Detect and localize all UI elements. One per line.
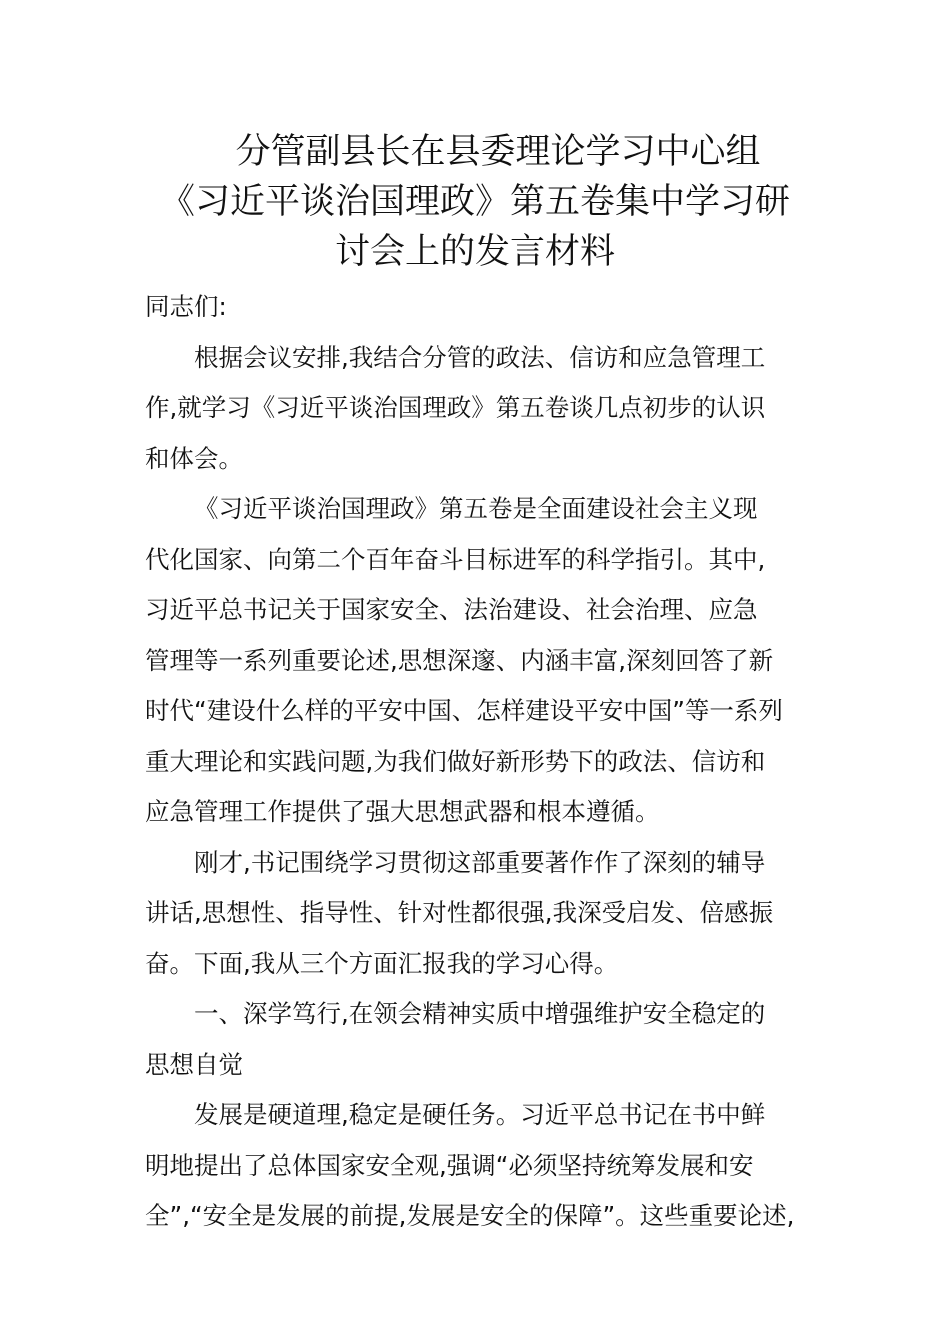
heading-line: 一、深学笃行,在领会精神实质中增强维护安全稳定的	[194, 999, 766, 1028]
paragraph-line: 应急管理工作提供了强大思想武器和根本遵循。	[145, 797, 660, 826]
salutation-text: 同志们:	[145, 292, 227, 321]
paragraph-line: 代化国家、向第二个百年奋斗目标进军的科学指引。其中,	[145, 544, 766, 574]
paragraph-line: 明地提出了总体国家安全观,强调“必须坚持统筹发展和安	[145, 1150, 754, 1180]
paragraph-line: 刚才,书记围绕学习贯彻这部重要著作作了深刻的辅导	[194, 847, 766, 877]
document-body	[145, 282, 807, 1242]
section-heading-1	[145, 989, 807, 1090]
paragraph-3	[145, 838, 807, 990]
heading-line: 思想自觉	[145, 1049, 243, 1079]
paragraph-4	[145, 1090, 807, 1242]
paragraph-line: 奋。下面,我从三个方面汇报我的学习心得。	[145, 948, 619, 978]
paragraph-line: 重大理论和实践问题,为我们做好新形势下的政法、信访和	[145, 746, 766, 776]
salutation	[145, 282, 807, 333]
paragraph-line: 时代“建设什么样的平安中国、怎样建设平安中国”等一系列	[145, 696, 783, 725]
title-line-2: 《习近平谈治国理政》第五卷集中学习研	[159, 182, 790, 222]
paragraph-line: 《习近平谈治国理政》第五卷是全面建设社会主义现	[194, 494, 758, 523]
paragraph-line: 和体会。	[145, 443, 243, 473]
paragraph-1	[145, 333, 807, 485]
paragraph-2	[145, 484, 807, 838]
paragraph-line: 管理等一系列重要论述,思想深邃、内涵丰富,深刻回答了新	[145, 645, 774, 675]
paragraph-line: 习近平总书记关于国家安全、法治建设、社会治理、应急	[145, 595, 758, 624]
paragraph-line: 根据会议安排,我结合分管的政法、信访和应急管理工	[194, 342, 766, 372]
paragraph-line: 发展是硬道理,稳定是硬任务。习近平总书记在书中鲜	[194, 1100, 766, 1129]
title-line-1: 分管副县长在县委理论学习中心组	[235, 132, 761, 172]
paragraph-line: 全”,“安全是发展的前提,发展是安全的保障”。这些重要论述,	[145, 1201, 795, 1230]
paragraph-line: 作,就学习《习近平谈治国理政》第五卷谈几点初步的认识	[145, 393, 766, 422]
paragraph-line: 讲话,思想性、指导性、针对性都很强,我深受启发、倍感振	[145, 898, 774, 927]
title-line-3: 讨会上的发言材料	[334, 232, 615, 272]
